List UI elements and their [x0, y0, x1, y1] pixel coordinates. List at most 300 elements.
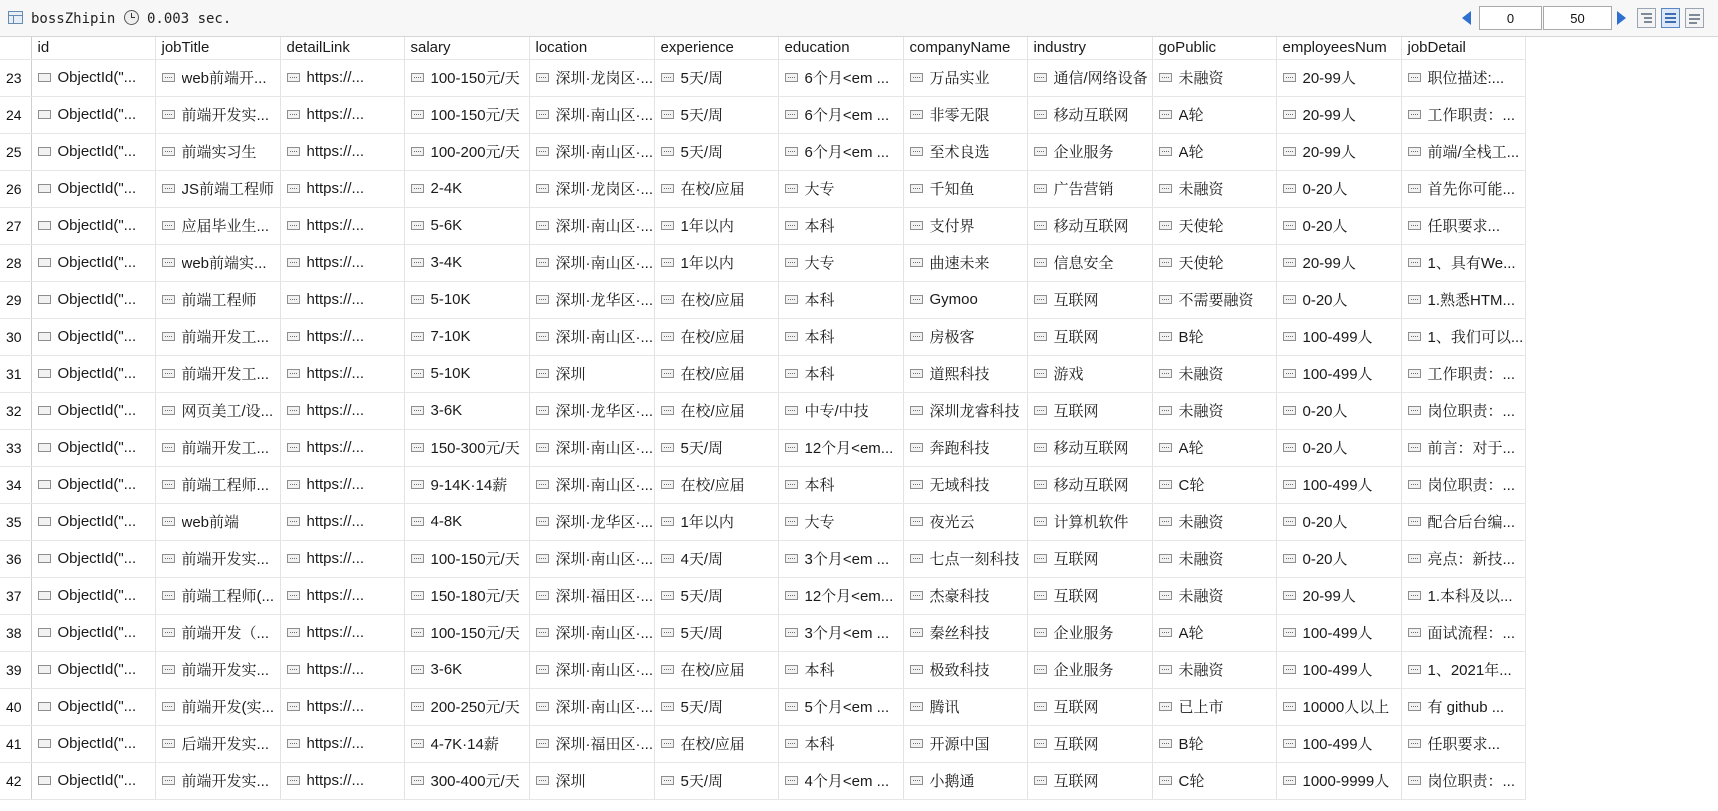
cell-detailLink[interactable]	[280, 207, 404, 244]
table-row[interactable]	[0, 429, 1525, 466]
cell-location[interactable]	[529, 651, 654, 688]
cell-jobTitle[interactable]	[155, 244, 280, 281]
string-icon	[1034, 739, 1047, 748]
cell-jobDetail[interactable]	[1401, 96, 1525, 133]
table-row[interactable]	[0, 725, 1525, 762]
cell-salary[interactable]	[404, 725, 529, 762]
cell-companyName[interactable]	[903, 503, 1027, 540]
cell-industry[interactable]	[1027, 503, 1152, 540]
cell-jobTitle[interactable]	[155, 392, 280, 429]
cell-jobDetail[interactable]	[1401, 429, 1525, 466]
cell-education[interactable]	[778, 614, 903, 651]
cell-location[interactable]	[529, 318, 654, 355]
cell-jobTitle[interactable]	[155, 651, 280, 688]
cell-education[interactable]	[778, 96, 903, 133]
cell-jobTitle[interactable]	[155, 96, 280, 133]
cell-employeesNum[interactable]	[1276, 577, 1401, 614]
cell-value: https://...	[306, 661, 365, 678]
cell-employeesNum[interactable]	[1276, 59, 1401, 96]
cell-id[interactable]	[31, 281, 155, 318]
cell-companyName[interactable]	[903, 244, 1027, 281]
cell-goPublic[interactable]	[1152, 355, 1276, 392]
cell-employeesNum[interactable]	[1276, 651, 1401, 688]
cell-goPublic[interactable]	[1152, 762, 1276, 799]
cell-id[interactable]	[31, 355, 155, 392]
cell-salary[interactable]	[404, 540, 529, 577]
table-row[interactable]	[0, 318, 1525, 355]
table-row[interactable]	[0, 392, 1525, 429]
cell-jobDetail[interactable]	[1401, 503, 1525, 540]
cell-experience[interactable]	[654, 281, 778, 318]
cell-industry[interactable]	[1027, 725, 1152, 762]
column-header-id[interactable]: id	[31, 37, 155, 59]
cell-detailLink[interactable]	[280, 170, 404, 207]
cell-employeesNum[interactable]	[1276, 725, 1401, 762]
cell-companyName[interactable]	[903, 651, 1027, 688]
cell-education[interactable]	[778, 318, 903, 355]
cell-location[interactable]	[529, 614, 654, 651]
cell-jobDetail[interactable]	[1401, 651, 1525, 688]
column-header-education[interactable]: education	[778, 37, 903, 59]
cell-goPublic[interactable]	[1152, 318, 1276, 355]
cell-employeesNum[interactable]	[1276, 540, 1401, 577]
cell-detailLink[interactable]	[280, 392, 404, 429]
cell-id[interactable]	[31, 429, 155, 466]
cell-experience[interactable]	[654, 503, 778, 540]
cell-id[interactable]	[31, 503, 155, 540]
cell-value: 前端开发实...	[181, 773, 270, 790]
cell-education[interactable]	[778, 244, 903, 281]
cell-location[interactable]	[529, 725, 654, 762]
cell-industry[interactable]	[1027, 392, 1152, 429]
cell-goPublic[interactable]	[1152, 392, 1276, 429]
cell-companyName[interactable]	[903, 540, 1027, 577]
cell-id[interactable]	[31, 540, 155, 577]
cell-companyName[interactable]	[903, 96, 1027, 133]
cell-goPublic[interactable]	[1152, 540, 1276, 577]
cell-detailLink[interactable]	[280, 133, 404, 170]
cell-experience[interactable]	[654, 133, 778, 170]
cell-detailLink[interactable]	[280, 614, 404, 651]
cell-education[interactable]	[778, 355, 903, 392]
cell-employeesNum[interactable]	[1276, 318, 1401, 355]
table-row[interactable]	[0, 651, 1525, 688]
cell-salary[interactable]	[404, 429, 529, 466]
table-row[interactable]	[0, 577, 1525, 614]
cell-salary[interactable]	[404, 318, 529, 355]
cell-employeesNum[interactable]	[1276, 244, 1401, 281]
cell-education[interactable]	[778, 133, 903, 170]
cell-id[interactable]	[31, 96, 155, 133]
cell-detailLink[interactable]	[280, 96, 404, 133]
cell-location[interactable]	[529, 392, 654, 429]
cell-companyName[interactable]	[903, 207, 1027, 244]
cell-companyName[interactable]	[903, 392, 1027, 429]
cell-employeesNum[interactable]	[1276, 392, 1401, 429]
cell-id[interactable]	[31, 725, 155, 762]
cell-jobTitle[interactable]	[155, 59, 280, 96]
cell-jobTitle[interactable]	[155, 503, 280, 540]
cell-detailLink[interactable]	[280, 281, 404, 318]
cell-industry[interactable]	[1027, 96, 1152, 133]
string-icon	[287, 184, 300, 193]
cell-location[interactable]	[529, 244, 654, 281]
cell-salary[interactable]	[404, 59, 529, 96]
cell-value: 本科	[804, 218, 835, 235]
cell-companyName[interactable]	[903, 688, 1027, 725]
string-icon	[1408, 258, 1421, 267]
cell-value: 配合后台编...	[1427, 514, 1516, 531]
cell-detailLink[interactable]	[280, 688, 404, 725]
cell-id[interactable]	[31, 688, 155, 725]
cell-industry[interactable]	[1027, 762, 1152, 799]
table-row[interactable]	[0, 688, 1525, 725]
column-header-jobTitle[interactable]: jobTitle	[155, 37, 280, 59]
cell-value: 100-150元/天	[430, 625, 520, 642]
cell-id[interactable]	[31, 614, 155, 651]
cell-education[interactable]	[778, 725, 903, 762]
cell-industry[interactable]	[1027, 614, 1152, 651]
cell-jobDetail[interactable]	[1401, 688, 1525, 725]
cell-salary[interactable]	[404, 133, 529, 170]
cell-jobDetail[interactable]	[1401, 318, 1525, 355]
string-icon	[1283, 332, 1296, 341]
cell-education[interactable]	[778, 170, 903, 207]
cell-location[interactable]	[529, 688, 654, 725]
cell-industry[interactable]	[1027, 577, 1152, 614]
cell-jobTitle[interactable]	[155, 540, 280, 577]
string-icon	[411, 591, 424, 600]
string-icon	[1159, 776, 1172, 785]
cell-jobDetail[interactable]	[1401, 392, 1525, 429]
cell-location[interactable]	[529, 170, 654, 207]
cell-jobTitle[interactable]	[155, 170, 280, 207]
cell-industry[interactable]	[1027, 651, 1152, 688]
cell-location[interactable]	[529, 429, 654, 466]
cell-detailLink[interactable]	[280, 466, 404, 503]
cell-experience[interactable]	[654, 577, 778, 614]
cell-experience[interactable]	[654, 466, 778, 503]
cell-detailLink[interactable]	[280, 59, 404, 96]
cell-jobTitle[interactable]	[155, 466, 280, 503]
table-row[interactable]	[0, 59, 1525, 96]
cell-jobTitle[interactable]	[155, 577, 280, 614]
column-header-location[interactable]: location	[529, 37, 654, 59]
cell-jobDetail[interactable]	[1401, 281, 1525, 318]
cell-id[interactable]	[31, 244, 155, 281]
cell-salary[interactable]	[404, 577, 529, 614]
cell-jobDetail[interactable]	[1401, 466, 1525, 503]
string-icon	[910, 517, 923, 526]
cell-detailLink[interactable]	[280, 429, 404, 466]
cell-employeesNum[interactable]	[1276, 614, 1401, 651]
cell-companyName[interactable]	[903, 577, 1027, 614]
cell-industry[interactable]	[1027, 281, 1152, 318]
cell-goPublic[interactable]	[1152, 244, 1276, 281]
cell-goPublic[interactable]	[1152, 207, 1276, 244]
cell-goPublic[interactable]	[1152, 133, 1276, 170]
table-row[interactable]	[0, 762, 1525, 799]
column-header-detailLink[interactable]: detailLink	[280, 37, 404, 59]
cell-goPublic[interactable]	[1152, 503, 1276, 540]
cell-experience[interactable]	[654, 318, 778, 355]
cell-salary[interactable]	[404, 466, 529, 503]
cell-experience[interactable]	[654, 244, 778, 281]
cell-experience[interactable]	[654, 59, 778, 96]
cell-jobTitle[interactable]	[155, 688, 280, 725]
cell-goPublic[interactable]	[1152, 725, 1276, 762]
column-header-goPublic[interactable]: goPublic	[1152, 37, 1276, 59]
cell-jobTitle[interactable]	[155, 318, 280, 355]
column-header-salary[interactable]: salary	[404, 37, 529, 59]
cell-salary[interactable]	[404, 762, 529, 799]
column-header-companyName[interactable]: companyName	[903, 37, 1027, 59]
cell-jobTitle[interactable]	[155, 725, 280, 762]
table-row[interactable]	[0, 466, 1525, 503]
cell-location[interactable]	[529, 466, 654, 503]
cell-employeesNum[interactable]	[1276, 96, 1401, 133]
table-row[interactable]	[0, 96, 1525, 133]
skip-input[interactable]	[1479, 6, 1542, 30]
cell-location[interactable]	[529, 207, 654, 244]
cell-jobDetail[interactable]	[1401, 577, 1525, 614]
cell-salary[interactable]	[404, 244, 529, 281]
cell-experience[interactable]	[654, 725, 778, 762]
cell-education[interactable]	[778, 688, 903, 725]
cell-companyName[interactable]	[903, 466, 1027, 503]
cell-industry[interactable]	[1027, 59, 1152, 96]
cell-experience[interactable]	[654, 429, 778, 466]
cell-salary[interactable]	[404, 170, 529, 207]
cell-employeesNum[interactable]	[1276, 133, 1401, 170]
cell-employeesNum[interactable]	[1276, 429, 1401, 466]
cell-jobTitle[interactable]	[155, 281, 280, 318]
cell-companyName[interactable]	[903, 59, 1027, 96]
cell-detailLink[interactable]	[280, 725, 404, 762]
cell-companyName[interactable]	[903, 429, 1027, 466]
cell-education[interactable]	[778, 281, 903, 318]
cell-jobTitle[interactable]	[155, 207, 280, 244]
cell-companyName[interactable]	[903, 318, 1027, 355]
cell-education[interactable]	[778, 503, 903, 540]
cell-location[interactable]	[529, 96, 654, 133]
cell-id[interactable]	[31, 133, 155, 170]
cell-education[interactable]	[778, 59, 903, 96]
cell-location[interactable]	[529, 59, 654, 96]
cell-experience[interactable]	[654, 392, 778, 429]
limit-input[interactable]	[1543, 6, 1612, 30]
cell-education[interactable]	[778, 651, 903, 688]
cell-detailLink[interactable]	[280, 355, 404, 392]
cell-salary[interactable]	[404, 503, 529, 540]
cell-id[interactable]	[31, 318, 155, 355]
cell-jobDetail[interactable]	[1401, 355, 1525, 392]
cell-id[interactable]	[31, 170, 155, 207]
table-row[interactable]	[0, 207, 1525, 244]
string-icon	[910, 110, 923, 119]
cell-detailLink[interactable]	[280, 244, 404, 281]
cell-jobDetail[interactable]	[1401, 59, 1525, 96]
cell-detailLink[interactable]	[280, 762, 404, 799]
cell-industry[interactable]	[1027, 466, 1152, 503]
cell-salary[interactable]	[404, 355, 529, 392]
cell-education[interactable]	[778, 207, 903, 244]
cell-companyName[interactable]	[903, 762, 1027, 799]
cell-salary[interactable]	[404, 207, 529, 244]
cell-companyName[interactable]	[903, 614, 1027, 651]
cell-companyName[interactable]	[903, 355, 1027, 392]
cell-employeesNum[interactable]	[1276, 281, 1401, 318]
cell-jobDetail[interactable]	[1401, 207, 1525, 244]
cell-jobDetail[interactable]	[1401, 540, 1525, 577]
cell-jobDetail[interactable]	[1401, 762, 1525, 799]
cell-companyName[interactable]	[903, 133, 1027, 170]
cell-jobDetail[interactable]	[1401, 614, 1525, 651]
column-header-experience[interactable]: experience	[654, 37, 778, 59]
cell-companyName[interactable]	[903, 725, 1027, 762]
cell-employeesNum[interactable]	[1276, 170, 1401, 207]
cell-goPublic[interactable]	[1152, 577, 1276, 614]
cell-employeesNum[interactable]	[1276, 762, 1401, 799]
cell-experience[interactable]	[654, 540, 778, 577]
cell-jobDetail[interactable]	[1401, 170, 1525, 207]
cell-location[interactable]	[529, 762, 654, 799]
cell-salary[interactable]	[404, 281, 529, 318]
cell-goPublic[interactable]	[1152, 688, 1276, 725]
cell-employeesNum[interactable]	[1276, 207, 1401, 244]
cell-location[interactable]	[529, 540, 654, 577]
cell-goPublic[interactable]	[1152, 466, 1276, 503]
cell-industry[interactable]	[1027, 170, 1152, 207]
cell-goPublic[interactable]	[1152, 614, 1276, 651]
cell-industry[interactable]	[1027, 244, 1152, 281]
table-row[interactable]	[0, 355, 1525, 392]
cell-location[interactable]	[529, 133, 654, 170]
table-row[interactable]	[0, 244, 1525, 281]
cell-detailLink[interactable]	[280, 540, 404, 577]
text-view-icon[interactable]	[1685, 8, 1704, 28]
cell-location[interactable]	[529, 281, 654, 318]
cell-experience[interactable]	[654, 207, 778, 244]
cell-companyName[interactable]	[903, 281, 1027, 318]
table-row[interactable]	[0, 540, 1525, 577]
table-view-icon[interactable]	[1661, 8, 1680, 28]
arrow-left-icon[interactable]	[1462, 11, 1471, 25]
cell-companyName[interactable]	[903, 170, 1027, 207]
cell-location[interactable]	[529, 577, 654, 614]
cell-jobTitle[interactable]	[155, 429, 280, 466]
table-row[interactable]	[0, 281, 1525, 318]
cell-education[interactable]	[778, 392, 903, 429]
cell-experience[interactable]	[654, 688, 778, 725]
cell-experience[interactable]	[654, 355, 778, 392]
column-header-jobDetail[interactable]: jobDetail	[1401, 37, 1525, 59]
cell-education[interactable]	[778, 540, 903, 577]
cell-id[interactable]	[31, 651, 155, 688]
cell-id[interactable]	[31, 762, 155, 799]
cell-salary[interactable]	[404, 614, 529, 651]
cell-jobDetail[interactable]	[1401, 725, 1525, 762]
cell-industry[interactable]	[1027, 429, 1152, 466]
cell-education[interactable]	[778, 466, 903, 503]
table-row[interactable]	[0, 614, 1525, 651]
cell-employeesNum[interactable]	[1276, 466, 1401, 503]
cell-education[interactable]	[778, 762, 903, 799]
cell-value: ObjectId("...	[57, 365, 137, 382]
column-header-employeesNum[interactable]: employeesNum	[1276, 37, 1401, 59]
string-icon	[1408, 295, 1421, 304]
cell-id[interactable]	[31, 577, 155, 614]
arrow-right-icon[interactable]	[1617, 11, 1626, 25]
cell-value: 开源中国	[929, 736, 990, 753]
cell-id[interactable]	[31, 392, 155, 429]
cell-value: ObjectId("...	[57, 402, 137, 419]
cell-employeesNum[interactable]	[1276, 503, 1401, 540]
cell-goPublic[interactable]	[1152, 429, 1276, 466]
cell-value: 支付界	[929, 218, 975, 235]
cell-jobDetail[interactable]	[1401, 133, 1525, 170]
cell-jobTitle[interactable]	[155, 762, 280, 799]
column-header-industry[interactable]: industry	[1027, 37, 1152, 59]
cell-experience[interactable]	[654, 651, 778, 688]
cell-goPublic[interactable]	[1152, 96, 1276, 133]
cell-employeesNum[interactable]	[1276, 355, 1401, 392]
cell-education[interactable]	[778, 429, 903, 466]
table-row[interactable]	[0, 170, 1525, 207]
cell-jobDetail[interactable]	[1401, 244, 1525, 281]
cell-industry[interactable]	[1027, 688, 1152, 725]
cell-experience[interactable]	[654, 614, 778, 651]
cell-detailLink[interactable]	[280, 503, 404, 540]
table-row[interactable]	[0, 503, 1525, 540]
cell-value: ObjectId("...	[57, 143, 137, 160]
cell-id[interactable]	[31, 207, 155, 244]
string-icon	[910, 221, 923, 230]
objectid-icon	[38, 665, 51, 674]
cell-location[interactable]	[529, 503, 654, 540]
cell-salary[interactable]	[404, 96, 529, 133]
cell-experience[interactable]	[654, 170, 778, 207]
cell-industry[interactable]	[1027, 207, 1152, 244]
cell-jobTitle[interactable]	[155, 614, 280, 651]
table-row[interactable]	[0, 133, 1525, 170]
cell-jobTitle[interactable]	[155, 355, 280, 392]
cell-id[interactable]	[31, 59, 155, 96]
cell-salary[interactable]	[404, 688, 529, 725]
cell-id[interactable]	[31, 466, 155, 503]
cell-detailLink[interactable]	[280, 318, 404, 355]
cell-employeesNum[interactable]	[1276, 688, 1401, 725]
cell-detailLink[interactable]	[280, 577, 404, 614]
cell-salary[interactable]	[404, 651, 529, 688]
cell-goPublic[interactable]	[1152, 651, 1276, 688]
cell-jobTitle[interactable]	[155, 133, 280, 170]
cell-location[interactable]	[529, 355, 654, 392]
cell-industry[interactable]	[1027, 540, 1152, 577]
tree-view-icon[interactable]	[1637, 8, 1656, 28]
cell-salary[interactable]	[404, 392, 529, 429]
cell-experience[interactable]	[654, 96, 778, 133]
cell-experience[interactable]	[654, 762, 778, 799]
cell-goPublic[interactable]	[1152, 170, 1276, 207]
cell-goPublic[interactable]	[1152, 281, 1276, 318]
cell-detailLink[interactable]	[280, 651, 404, 688]
cell-education[interactable]	[778, 577, 903, 614]
cell-industry[interactable]	[1027, 355, 1152, 392]
cell-industry[interactable]	[1027, 318, 1152, 355]
cell-industry[interactable]	[1027, 133, 1152, 170]
cell-goPublic[interactable]	[1152, 59, 1276, 96]
